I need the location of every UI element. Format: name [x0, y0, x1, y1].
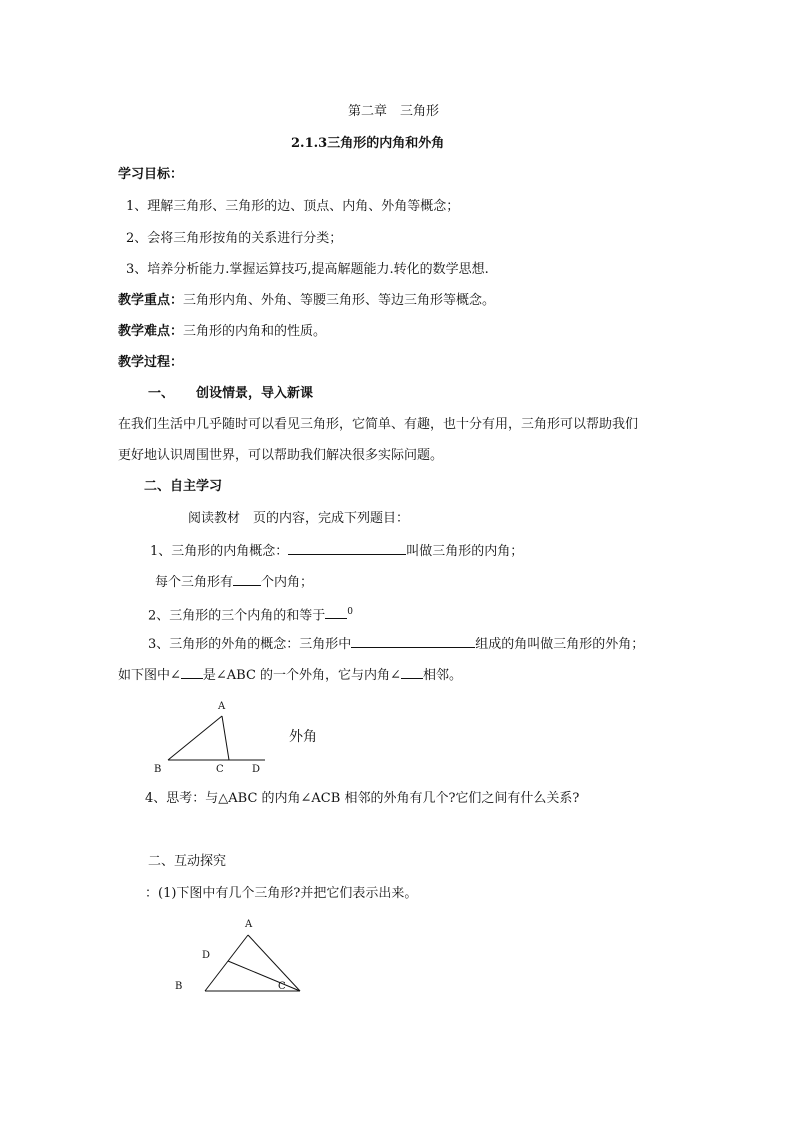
process-heading: 教学过程： — [118, 355, 184, 370]
teaching-difficulty-label: 教学难点： — [118, 324, 184, 339]
question-1-line2-suffix: 个内角； — [261, 575, 314, 590]
label-c: C — [278, 981, 286, 992]
part3-question-1: ：(1)下图中有几个三角形?并把它们表示出来。 — [145, 886, 418, 901]
part3-title: 二、互动探究 — [148, 854, 227, 869]
label-d: D — [202, 950, 211, 961]
question-3-line2-text-b: 是∠ABC 的一个外角，它与内角∠ — [202, 668, 401, 683]
teaching-difficulty-text: 三角形的内角和的性质。 — [183, 324, 327, 339]
part1-number: 一、 — [148, 386, 175, 401]
part2-title: 二、自主学习 — [144, 479, 223, 494]
question-3-text: 3、三角形的外角的概念：三角形中 — [148, 637, 352, 652]
question-1-line2 — [155, 572, 313, 592]
chapter-title: 第二章 三角形 — [348, 104, 440, 119]
question-3-line2 — [118, 665, 462, 685]
part1-paragraph-line2: 更好地认识周围世界，可以帮助我们解决很多实际问题。 — [118, 448, 444, 463]
question-1 — [150, 541, 523, 561]
goal-item-3: 3、培养分析能力.掌握运算技巧,提高解题能力.转化的数学思想. — [126, 262, 489, 277]
part1-title: 创设情景，导入新课 — [196, 386, 314, 401]
teaching-focus — [118, 292, 495, 310]
label-a: A — [218, 701, 226, 712]
degree-mark: 0 — [347, 607, 354, 617]
triangle-figure-exterior-angle — [150, 696, 350, 776]
teaching-difficulty — [118, 323, 326, 341]
question-2 — [148, 603, 353, 625]
goal-item-1: 1、理解三角形、三角形的边、顶点、内角、外角等概念； — [126, 199, 460, 214]
question-2-text: 2、三角形的三个内角的和等于 — [148, 608, 326, 624]
segment-ac — [248, 935, 300, 991]
label-b: B — [154, 764, 162, 775]
answer-blank[interactable] — [351, 634, 475, 648]
label-d: D — [252, 764, 261, 775]
segment-ab — [168, 716, 222, 760]
question-1-suffix: 叫做三角形的内角； — [406, 544, 524, 559]
question-4: 4、思考：与△ABC 的内角∠ACB 相邻的外角有几个?它们之间有什么关系? — [145, 791, 580, 806]
segment-ac — [222, 716, 229, 760]
label-b: B — [175, 981, 183, 992]
part2-instruction: 阅读教材 页的内容，完成下列题目： — [188, 511, 410, 526]
part1-paragraph-line1: 在我们生活中几乎随时可以看见三角形，它简单、有趣，也十分有用，三角形可以帮助我们 — [118, 417, 639, 432]
answer-blank[interactable] — [233, 572, 261, 586]
segment-dc — [228, 961, 300, 991]
answer-blank[interactable] — [181, 665, 203, 679]
teaching-focus-text: 三角形内角、外角、等腰三角形、等边三角形等概念。 — [183, 293, 496, 308]
teaching-focus-label: 教学重点： — [118, 293, 184, 308]
question-1-text: 1、三角形的内角概念： — [150, 544, 289, 559]
answer-blank[interactable] — [401, 665, 423, 679]
question-3-suffix: 组成的角叫做三角形的外角； — [475, 637, 645, 652]
section-title: 2.1.3三角形的内角和外角 — [291, 136, 445, 151]
question-3 — [148, 634, 644, 654]
label-a: A — [245, 919, 253, 930]
question-1-line2-text: 每个三角形有 — [155, 575, 234, 590]
goal-item-2: 2、会将三角形按角的关系进行分类； — [126, 231, 343, 246]
question-3-line2-text-a: 如下图中∠ — [118, 668, 181, 683]
answer-blank[interactable] — [325, 605, 347, 619]
label-c: C — [216, 764, 224, 775]
goals-heading: 学习目标： — [118, 167, 184, 182]
answer-blank[interactable] — [288, 541, 406, 555]
question-3-line2-text-c: 相邻。 — [422, 668, 462, 683]
exterior-angle-caption: 外角 — [289, 729, 317, 745]
triangle-figure-count — [168, 913, 328, 1003]
segment-ab — [205, 935, 248, 991]
